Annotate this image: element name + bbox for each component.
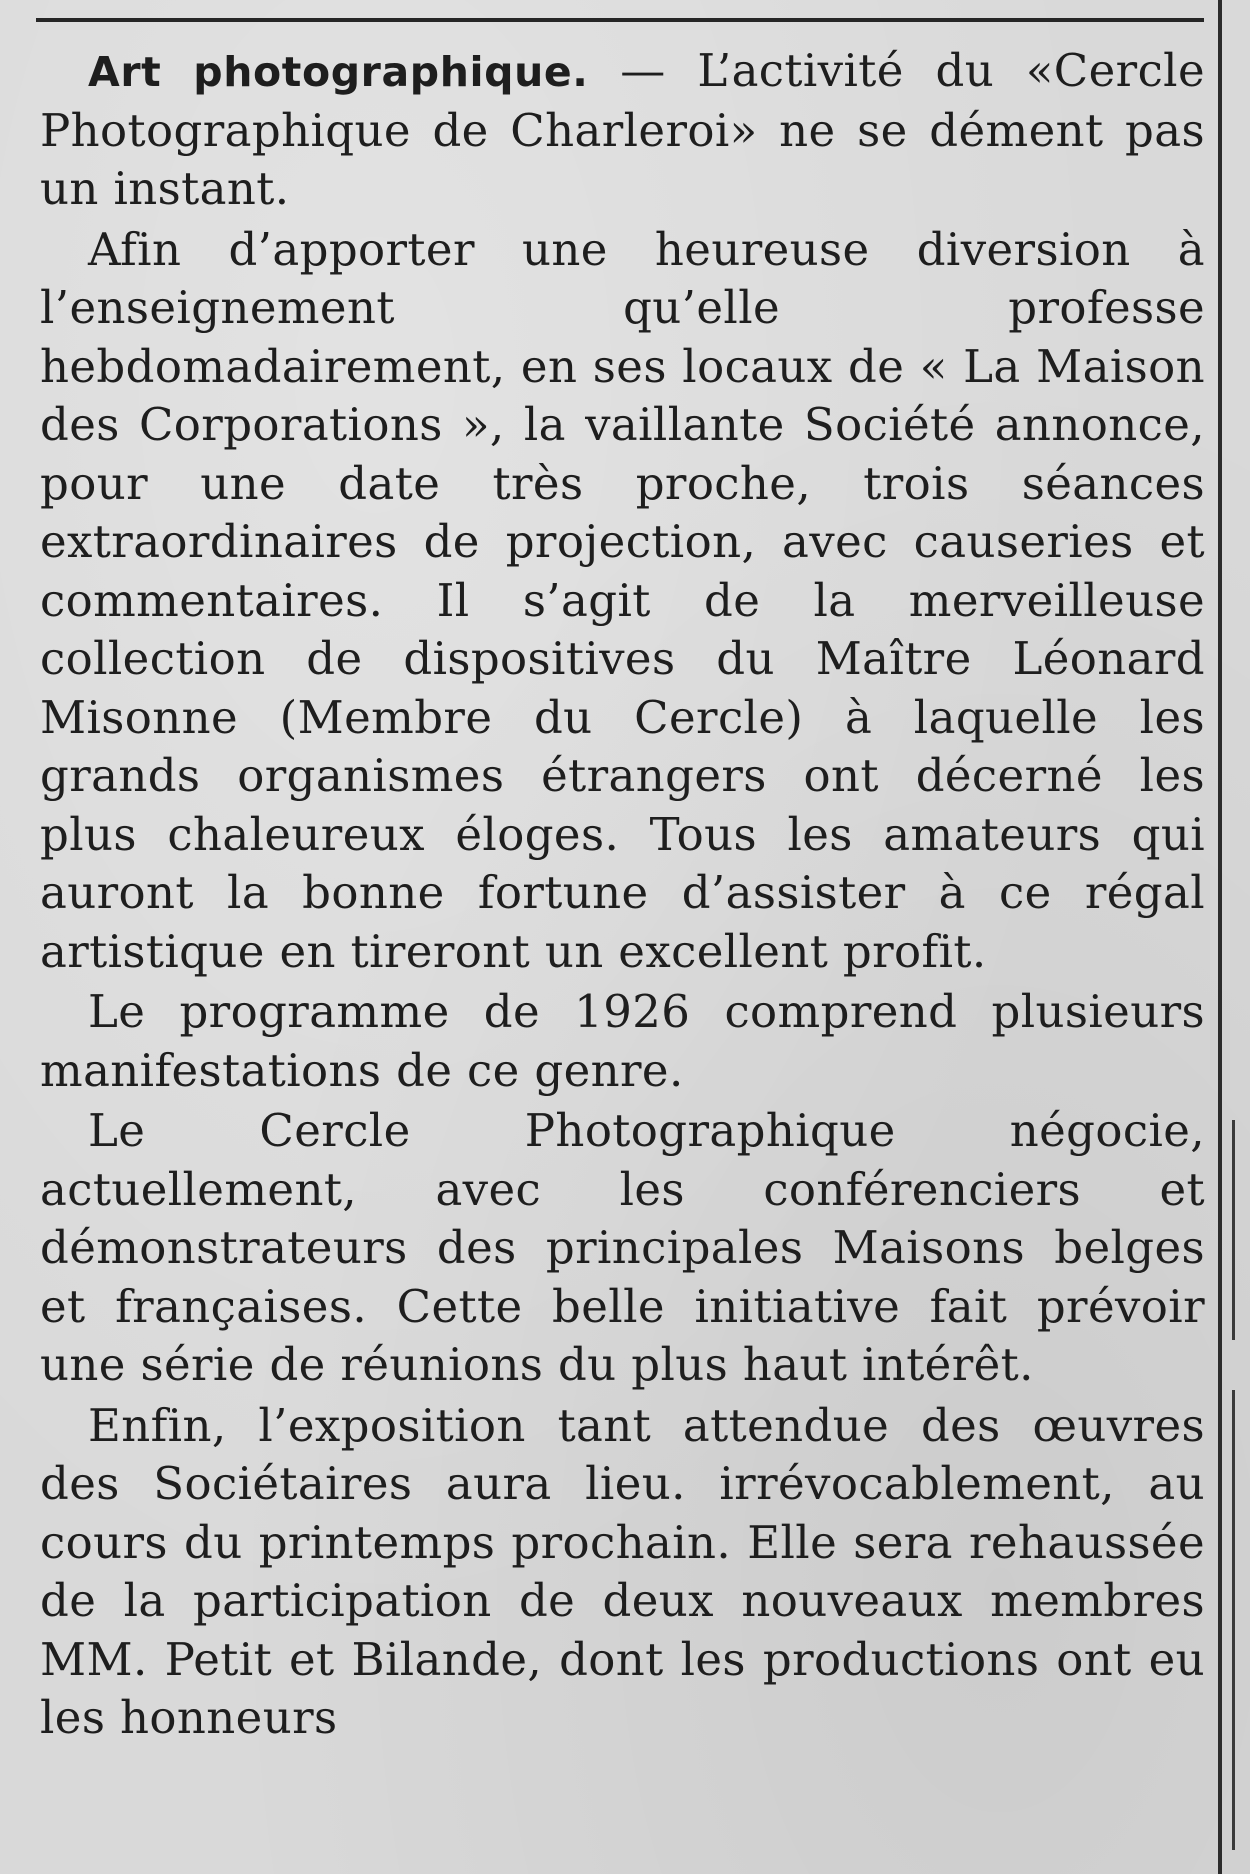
article-paragraph: Afin d’apporter une heureuse diversion à l’enseignement qu’elle professe hebdomadairement, en ses locaux de « La Maison des Corporations », la vaillante Société annonce, pour une date très proche, trois séances extraordinaires de projection, avec causeries et commentaires. Il s’agit de la merveilleuse collection de dispositives du Maître Léonard Misonne (Membre du Cercle) à laquelle les grands organismes étrangers ont décerné les plus chaleureux éloges. Tous les amateurs qui auront la bonne fortune d’assister à ce régal artistique en tireront un excellent profit. xyxy=(40,222,1205,978)
adjacent-column-edge xyxy=(1232,1120,1235,1340)
article-headline: Art photographique. xyxy=(88,48,589,96)
article-paragraph: Le programme de 1926 comprend plusieurs manifestations de ce genre. xyxy=(40,985,1205,1097)
article-body xyxy=(40,42,1205,1748)
article-lead: — L’activité du «Cercle Photographique de Charleroi» ne se dément pas un instant. xyxy=(40,44,1205,215)
article-paragraph xyxy=(40,42,1205,219)
column-top-rule xyxy=(36,18,1204,22)
column-divider-rule xyxy=(1218,0,1222,1874)
article-paragraph: Le Cercle Photographique négocie, actuellement, avec les conférenciers et démonstrateurs des principales Maisons belges et françaises. Cette belle initiative fait prévoir une série de réunions du plus haut intérêt. xyxy=(40,1104,1205,1391)
adjacent-column-edge xyxy=(1232,1390,1235,1850)
article-paragraph: Enfin, l’exposition tant attendue des œuvres des Sociétaires aura lieu. irrévocablement, au cours du printemps prochain. Elle sera rehaussée de la participation de deux nouveaux membres MM. Petit et Bilande, dont les productions ont eu les honneurs xyxy=(40,1398,1205,1744)
